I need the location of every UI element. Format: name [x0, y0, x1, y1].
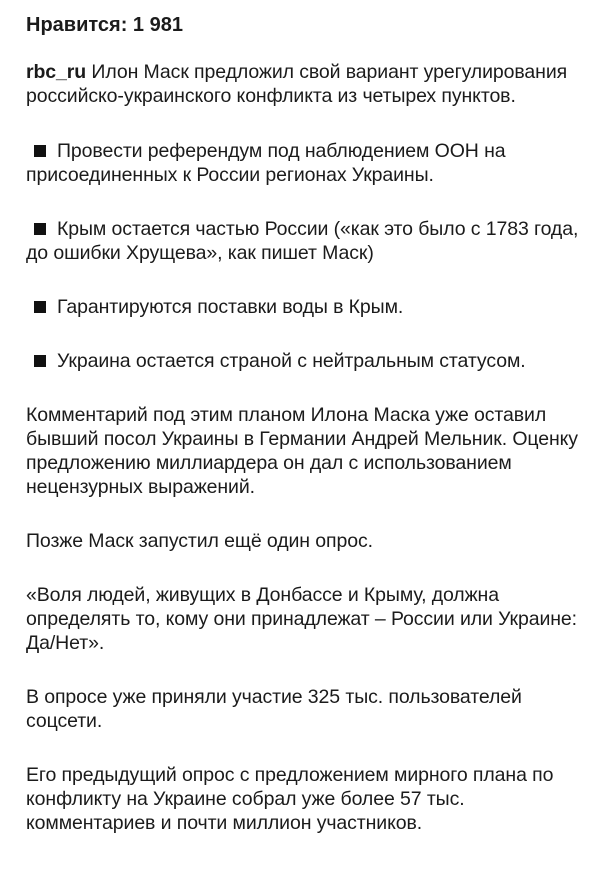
paragraph: Комментарий под этим планом Илона Маска уже оставил бывший посол Украины в Германии Андрей Мельник. Оценку предложению миллиардера он дал с использованием нецензурных выражений. [26, 404, 578, 498]
likes-count[interactable]: Нравится: 1 981 [26, 14, 183, 36]
black-square-icon [34, 145, 46, 157]
black-square-icon [34, 355, 46, 367]
bullet-text: Гарантируются поставки воды в Крым. [57, 296, 404, 318]
paragraph: Его предыдущий опрос с предложением мирного плана по конфликту на Украине собрал уже более 57 тыс. комментариев и почти миллион участников. [26, 764, 554, 834]
post-caption-container [26, 12, 586, 843]
paragraph: «Воля людей, живущих в Донбассе и Крыму, должна определять то, кому они принадлежат – России или Украине: Да/Нет». [26, 584, 577, 654]
caption-text: Илон Маск предложил свой вариант урегулирования российско-украинского конфликта из четырех пунктов. [26, 61, 568, 107]
bullet-item [26, 139, 586, 187]
bullet-text: Провести референдум под наблюдением ООН на присоединенных к России регионах Украины. [26, 140, 506, 186]
caption [26, 60, 586, 108]
bullet-text: Украина остается страной с нейтральным статусом. [57, 350, 526, 372]
black-square-icon [34, 301, 46, 313]
paragraph: В опросе уже приняли участие 325 тыс. пользователей соцсети. [26, 686, 522, 732]
bullet-text: Крым остается частью России («как это было с 1783 года, до ошибки Хрущева», как пишет Маск) [26, 218, 579, 264]
username-link[interactable]: rbc_ru [26, 61, 87, 83]
bullet-item [26, 295, 586, 319]
bullet-item [26, 349, 586, 373]
bullet-item [26, 217, 586, 265]
black-square-icon [34, 223, 46, 235]
paragraph: Позже Маск запустил ещё один опрос. [26, 530, 373, 552]
